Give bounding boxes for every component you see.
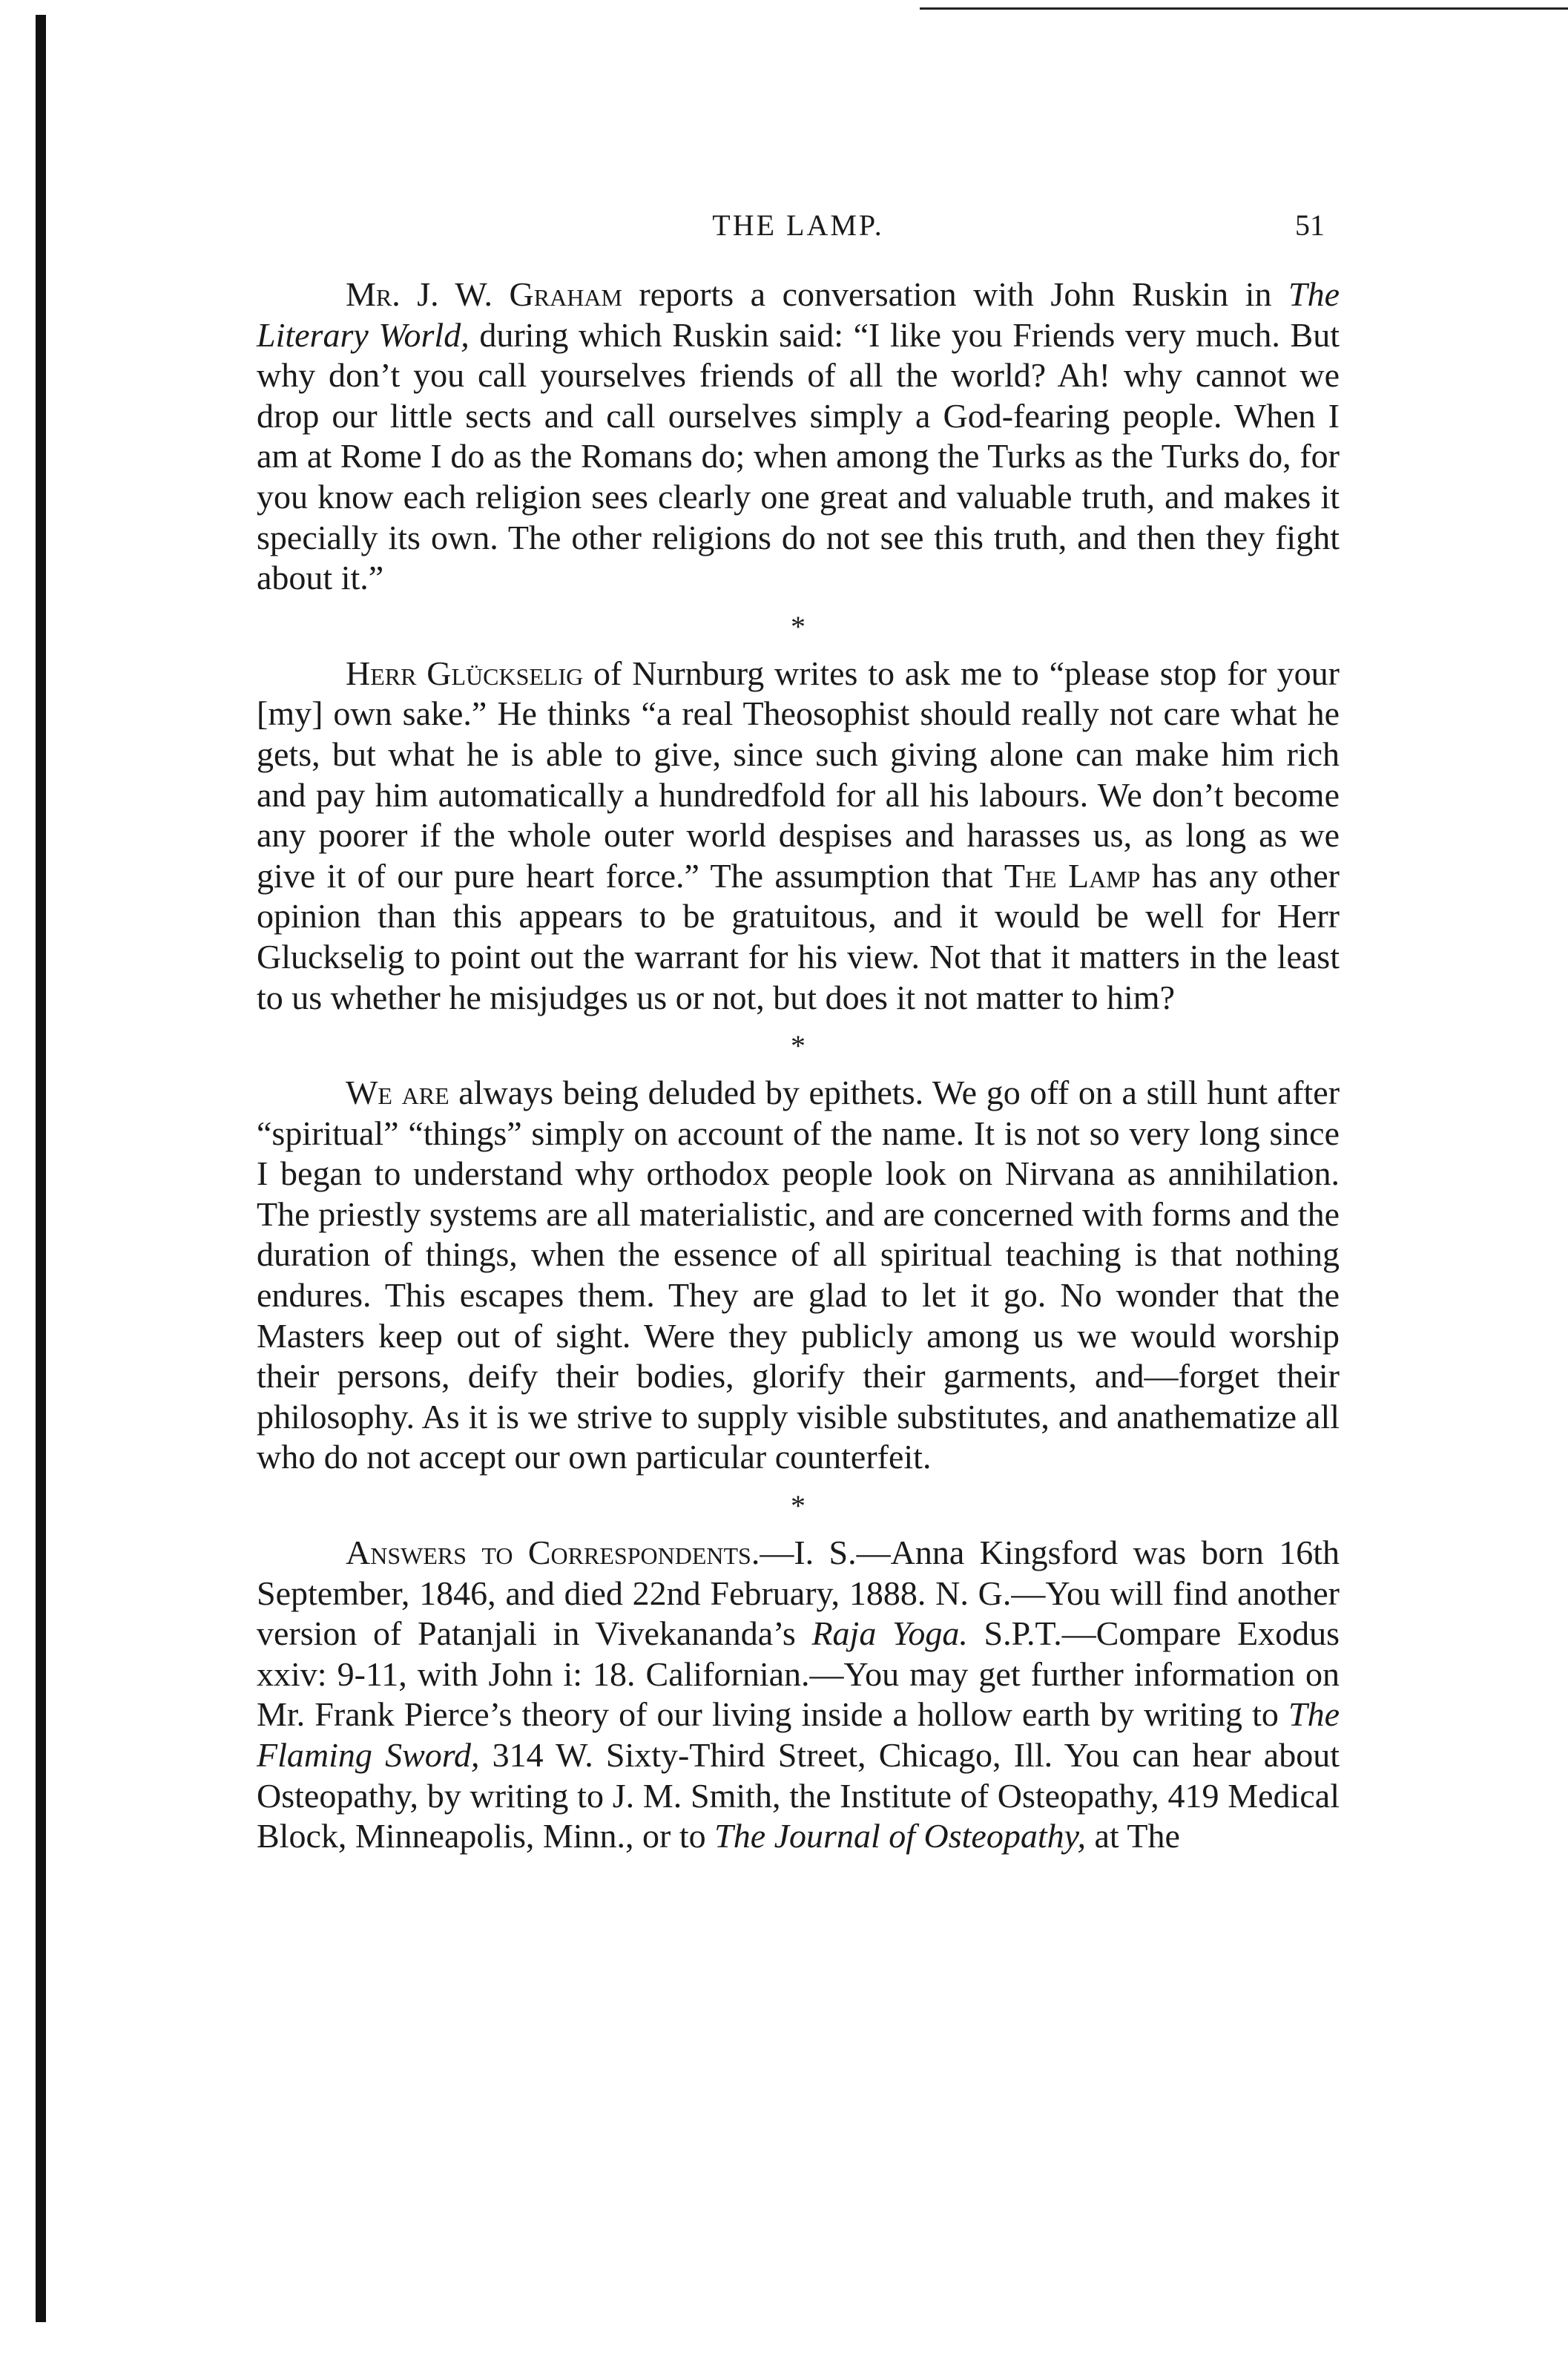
publication-title: The Journal of Osteopathy, [714, 1817, 1086, 1855]
section-separator: * [791, 1029, 806, 1063]
page-number: 51 [1295, 208, 1325, 242]
section-separator: * [791, 1489, 806, 1523]
paragraph-answers [257, 1533, 1340, 1857]
paragraph-ruskin [257, 275, 1340, 599]
paragraph-text: at The [1086, 1817, 1180, 1855]
paragraph-text: S.P.T.—Compare Exodus xxiv: 9-11, with John i: 18. Californian.—You may get further information on Mr. Frank Pierce’s theory of our living inside a hollow earth by writing to [257, 1614, 1340, 1734]
paragraph-lead: Answers to Correspondents. [346, 1533, 760, 1572]
paragraph-lead: We are [346, 1074, 449, 1112]
section-separator: * [791, 609, 806, 643]
publication-title: The Flaming Sword, [257, 1695, 1340, 1774]
paragraph-text: reports a conversation with John Ruskin in [622, 275, 1288, 313]
publication-title: The Literary World, [257, 275, 1340, 354]
scan-top-edge [920, 7, 1568, 10]
paragraph-lead: Herr Glückselig [346, 654, 584, 692]
paragraph-lead: Mr. J. W. Graham [346, 275, 622, 313]
paragraph-text: 314 W. Sixty-Third Street, Chicago, Ill. You can hear about Osteopathy, by writing to J. M. Smith, the Institute of Osteopathy, 419 Medical Block, Minneapolis, Minn., or to [257, 1736, 1340, 1855]
paragraph-text: during which Ruskin said: “I like you Friends very much. But why don’t you call yourselves friends of all the world? Ah! why cannot we drop our little sects and call ourselves simply a God-fearing people. When I am at Rome I do as the Romans do; when among the Turks as the Turks do, for you know each religion sees clearly one great and valuable truth, and makes it specially its own. The other religions do not see this truth, and then they fight about it.” [257, 315, 1340, 597]
paragraph-epithets [257, 1073, 1340, 1478]
paragraph-text: has any other opinion than this appears to be gratuitous, and it would be well for Herr Gluckselig to point out the warrant for his view. Not that it matters in the least to us whether he misjudges us or not, but does it not matter to him? [257, 856, 1340, 1016]
paragraph-text: of Nurnburg writes to ask me to “please stop for your [my] own sake.” He thinks “a real Theosophist should really not care what he gets, but what he is able to give, since such giving alone can make him rich and pay him automatically a hundredfold for all his labours. We don’t become any poorer if the whole outer world despises and harasses us, as long as we give it of our pure heart force.” The assumption that [257, 654, 1340, 895]
paragraph-text: —I. S.—Anna Kingsford was born 16th September, 1846, and died 22nd February, 1888. N. G.—You will find another version of Patanjali in Vivekananda’s [257, 1533, 1340, 1653]
publication-name: The Lamp [1004, 856, 1141, 895]
book-page [257, 200, 1340, 1857]
paragraph-text: always being deluded by epithets. We go off on a still hunt after “spiritual” “things” simply on account of the name. It is not so very long since I began to understand why orthodox people look on Nirvana as annihilation. The priestly systems are all materialistic, and are concerned with forms and the duration of things, when the essence of all spiritual teaching is that nothing endures. This escapes them. They are glad to let it go. No wonder that the Masters keep out of sight. Were they publicly among us we would worship their persons, deify their bodies, glorify their garments, and—forget their philosophy. As it is we strive to supply visible substitutes, and anathematize all who do not accept our own particular counterfeit. [257, 1074, 1340, 1476]
scan-binding-edge [36, 15, 46, 2322]
page-header [257, 200, 1340, 245]
paragraph-gluckselig [257, 654, 1340, 1018]
book-title: Raja Yoga. [811, 1614, 968, 1653]
running-title: THE LAMP. [712, 208, 884, 242]
